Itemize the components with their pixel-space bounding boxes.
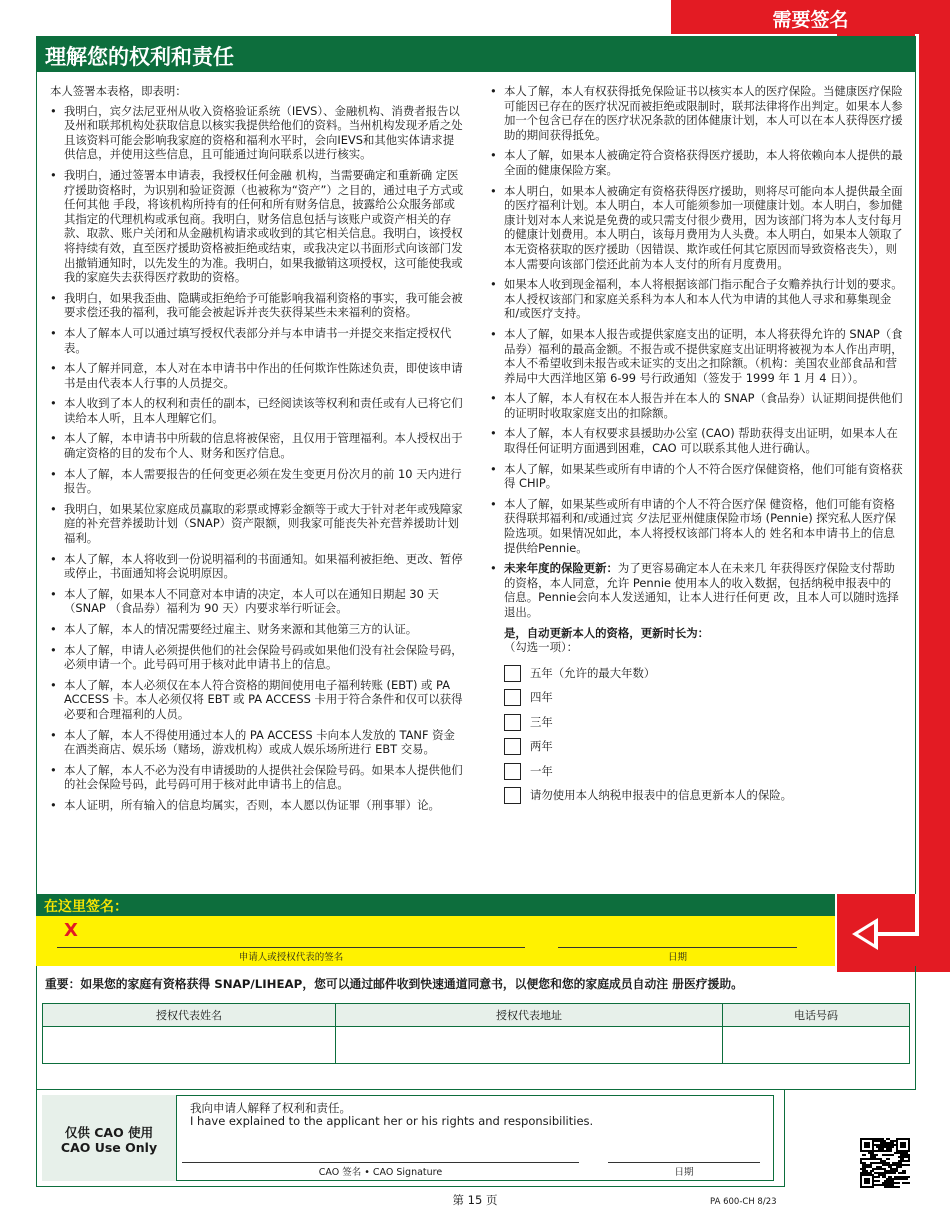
right-rights-item: • 本人明白，如果本人被确定有资格获得医疗援助，则将尽可能向本人提供最全面的医疗福利计划。本人明白，本人可能须参加一项健康计划。本人明白，参加健康计划对本人来说是免费的或只需支付很少费用，因为该部门将为本人支付每月的健康计划费用。本人明白，该每月费用为人头费。本人明白，如果本人领取了本无资格获取的医疗援助（因错误、欺诈或任何其它原因而导致资格丧失），则本人需要向该部门偿还此前为本人支付的所有月度费用。 bbox=[488, 184, 904, 272]
important-notice: 重要：如果您的家庭有资格获得 SNAP/LIHEAP，您可以通过邮件收到快速通道同意书，以便您和您的家庭成员自动注 册医疗援助。 bbox=[45, 977, 743, 991]
future-coverage-lead: 未来年度的保险更新： bbox=[504, 561, 618, 576]
rep-phone-field[interactable] bbox=[723, 1027, 910, 1064]
rep-address-header: 授权代表地址 bbox=[336, 1004, 723, 1027]
sign-here-header bbox=[36, 894, 835, 916]
cao-label-en: CAO Use Only bbox=[60, 1140, 158, 1155]
future-coverage-item bbox=[488, 561, 904, 619]
checkbox[interactable] bbox=[504, 689, 521, 706]
page-number: 第 15 页 bbox=[452, 1193, 498, 1207]
signature-required-banner bbox=[671, 0, 950, 34]
rep-phone-header: 电话号码 bbox=[723, 1004, 910, 1027]
cao-label-cell bbox=[42, 1095, 177, 1181]
checkbox[interactable] bbox=[504, 665, 521, 682]
right-rights-item: • 本人了解，如果本人被确定符合资格获得医疗援助，本人将依赖向本人提供的最全面的健康保险方案。 bbox=[488, 148, 904, 177]
cao-date-label: 日期 bbox=[674, 1167, 694, 1178]
signature-x-mark: X bbox=[64, 920, 78, 941]
cao-frame-left bbox=[36, 1090, 37, 1186]
checkbox[interactable] bbox=[504, 787, 521, 804]
left-rights-item: • 本人了解本人可以通过填写授权代表部分并与本申请书一并提交来指定授权代表。 bbox=[40, 326, 464, 355]
left-rights-item: • 我明白，通过签署本申请表，我授权任何金融 机构，当需要确定和重新确 定医疗援助资格时，为识别和验证资源（也被称为“资产”）之目的，通过电子方式或任何其他 手段，将该机构所持有的任何和所有财务信息，披露给公众服务部或其指定的代理机构或承包商。我明白，财务信息包括与该账户或资产相关的存款、取款、账户关闭和从金融机构请求或收到的其它相关信息。我明白，该授权将持续有效，直至医疗援助资格被拒绝或结束，或我决定以书面形式向该部门发出撤销通知时，以先发生的为准。我明白，如果我撤销这项授权，这可能使我或我的家庭失去获得医疗救助的资格。 bbox=[40, 168, 464, 285]
checkbox[interactable] bbox=[504, 714, 521, 731]
form-id: PA 600-CH 8/23 bbox=[710, 1197, 777, 1207]
signature-label: 申请人或授权代表的签名 bbox=[238, 952, 344, 963]
qr-code-icon bbox=[860, 1138, 910, 1188]
authorized-rep-table bbox=[42, 1003, 910, 1064]
right-rights-list bbox=[488, 84, 904, 555]
right-rights-item: • 本人了解，如果某些或所有申请的个人不符合医疗保健资格，他们可能有资格获得 CHIP。 bbox=[488, 462, 904, 491]
checkbox[interactable] bbox=[504, 763, 521, 780]
left-rights-item: • 本人了解，如果本人不同意对本申请的决定，本人可以在通知日期起 30 天（SNAP （食品券）福利为 90 天）内要求举行听证会。 bbox=[40, 587, 464, 616]
left-rights-item: • 本人了解，本人不必为没有申请援助的人提供社会保险号码。如果本人提供他们的社会保险号码，此号码可用于核对此申请书上的信息。 bbox=[40, 763, 464, 792]
auto-renew-subtitle: （勾选一项）： bbox=[504, 640, 579, 655]
signature-line[interactable] bbox=[57, 947, 525, 948]
page-title: 理解您的权利和责任 bbox=[45, 45, 234, 69]
renewal-option-label: 四年 bbox=[530, 690, 553, 705]
renewal-option[interactable] bbox=[488, 759, 904, 784]
left-rights-item: • 本人了解，本人必须仅在本人符合资格的期间使用电子福利转账 (EBT) 或 PA ACCESS 卡。本人必须仅将 EBT 或 PA ACCESS 卡用于符合条件和仅可以获得必要和合理福利的人员。 bbox=[40, 678, 464, 722]
cao-frame-bottom bbox=[36, 1186, 785, 1187]
left-rights-item: • 本人了解，本人不得使用通过本人的 PA ACCESS 卡向本人发放的 TANF 资金在酒类商店、娱乐场（赌场，游戏机构）或成人娱乐场所进行 EBT 交易。 bbox=[40, 728, 464, 757]
renewal-option[interactable] bbox=[488, 685, 904, 710]
auto-renew-title: 是，自动更新本人的资格，更新时长为： bbox=[504, 625, 710, 640]
renewal-option[interactable] bbox=[488, 783, 904, 808]
cao-frame-right bbox=[784, 1090, 785, 1186]
arrow-left-icon-inner bbox=[858, 924, 874, 944]
right-rights-item: • 本人了解，如果某些或所有申请的个人不符合医疗保 健资格，他们可能有资格获得联邦福利和/或通过宾 夕法尼亚州健康保险市场 (Pennie) 探究私人医疗保 险选项。如果情况如此，本人将授权该部门将本人的 姓名和本申请书上的信息提供给Pennie。 bbox=[488, 497, 904, 555]
signature-date-line[interactable] bbox=[558, 947, 797, 948]
cao-statement-cn: 我向申请人解释了权利和责任。 bbox=[190, 1101, 351, 1115]
left-rights-item: • 本人了解，本人的情况需要经过雇主、财务来源和其他第三方的认证。 bbox=[40, 622, 464, 637]
renewal-option-label: 三年 bbox=[530, 714, 553, 729]
future-coverage-text: 为了更容易确定本人在未来几 年获得医疗保险支付帮助 的资格，本人同意，允许 Pennie 使用本人的收入数据，包括纳税申报表中的 信息。Pennie会向本人发送通知，让本人进行任何更 改，且本人可以随时选择退出。 bbox=[504, 561, 899, 619]
right-rights-item: • 本人了解，本人有权在本人报告并在本人的 SNAP（食品券）认证期间提供他们的证明时收取家庭支出的扣除额。 bbox=[488, 391, 904, 420]
cao-statement-en: I have explained to the applicant her or his rights and responsibilities. bbox=[190, 1114, 594, 1128]
rep-name-header: 授权代表姓名 bbox=[43, 1004, 336, 1027]
renewal-option-label: 一年 bbox=[530, 763, 553, 778]
left-rights-item: • 本人了解，本人需要报告的任何变更必须在发生变更月份次月的前 10 天内进行报告。 bbox=[40, 467, 464, 496]
renewal-option-label: 五年（允许的最大年数） bbox=[530, 665, 656, 680]
left-rights-item: • 我明白，如果某位家庭成员赢取的彩票或博彩金额等于或大于针对老年或残障家庭的补充营养援助计划（SNAP）资产限额，则我家可能丧失补充营养援助计划福利。 bbox=[40, 502, 464, 546]
left-rights-item: • 本人收到了本人的权利和责任的副本，已经阅读该等权利和责任或有人已将它们读给本人听，且本人理解它们。 bbox=[40, 396, 464, 425]
left-rights-list bbox=[40, 104, 464, 813]
right-rights-item: • 本人了解，如果本人报告或提供家庭支出的证明，本人将获得允许的 SNAP（食品券）福利的最高金额。不报告或不提供家庭支出证明将被视为本人作出声明，本人不希望收到未报告或未证实的支出之扣除额。（机构：美国农业部食品和营养局中大西洋地区第 6-99 号行政通知（签发于 1999 年 1 月 4 日））。 bbox=[488, 327, 904, 385]
left-rights-item: • 本人了解，申请人必须提供他们的社会保险号码或如果他们没有社会保险号码，必须申请一个。此号码可用于核对此申请书上的信息。 bbox=[40, 643, 464, 672]
left-rights-item: • 本人了解，本人将收到一份说明福利的书面通知。如果福利被拒绝、更改、暂停或停止，书面通知将会说明原因。 bbox=[40, 552, 464, 581]
left-rights-item: • 我明白，宾夕法尼亚州从收入资格验证系统（IEVS）、金融机构、消费者报告以及州和联邦机构处获取信息以核实我提供给他们的资料。当州机构发现矛盾之处且该资料可能会影响我家庭的资格和福利水平时，会向IEVS和其他实体请求提供信息，并使用这些信息，且可能通过询问联系以进行核实。 bbox=[40, 104, 464, 162]
sign-here-label: 在这里签名： bbox=[44, 899, 128, 915]
renewal-option-label: 请勿使用本人纳税申报表中的信息更新本人的保险。 bbox=[530, 788, 792, 803]
left-rights-item: • 本人了解，本申请书中所载的信息将被保密，且仅用于管理福利。本人授权出于确定资格的目的发布个人、财务和医疗信息。 bbox=[40, 431, 464, 460]
right-column bbox=[488, 84, 904, 808]
left-rights-item: • 本人证明，所有输入的信息均属实，否则，本人愿以伪证罪（刑事罪）论。 bbox=[40, 798, 464, 813]
right-rights-item: • 本人了解，本人有权要求县援助办公室 (CAO) 帮助获得支出证明，如果本人在取得任何证明方面遇到困难，CAO 可以联系其他人进行确认。 bbox=[488, 426, 904, 455]
cao-label-cn: 仅供 CAO 使用 bbox=[64, 1125, 154, 1140]
cao-date-line[interactable] bbox=[608, 1162, 760, 1163]
renewal-option[interactable] bbox=[488, 710, 904, 735]
rep-name-field[interactable] bbox=[43, 1027, 336, 1064]
renewal-options bbox=[488, 661, 904, 808]
intro-text: 本人签署本表格，即表明： bbox=[50, 84, 187, 98]
left-rights-item: • 我明白，如果我歪曲、隐瞒或拒绝给予可能影响我福利资格的事实，我可能会被要求偿还我的福利，我可能会被起诉并丧失获得某些未来福利的资格。 bbox=[40, 291, 464, 320]
left-column bbox=[40, 84, 464, 819]
left-rights-item: • 本人了解并同意，本人对在本申请书中作出的任何欺诈性陈述负责，即使该申请书是由代表本人行事的人员提交。 bbox=[40, 361, 464, 390]
cao-signature-label: CAO 签名 • CAO Signature bbox=[318, 1167, 443, 1178]
section-title-bar bbox=[36, 36, 916, 72]
signature-date-label: 日期 bbox=[667, 952, 687, 963]
cao-signature-line[interactable] bbox=[182, 1162, 579, 1163]
signature-required-label: 需要签名 bbox=[772, 9, 849, 31]
right-rights-item: • 本人了解，本人有权获得抵免保险证书以核实本人的医疗保险。当健康医疗保险可能因已存在的医疗状况而被拒绝或限制时，联邦法律将作出判定。如果本人参加一个包含已存在的医疗状况条款的团体健康计划，本人可以在本人获得医疗援助的期间获得抵免。 bbox=[488, 84, 904, 142]
renewal-option[interactable] bbox=[488, 661, 904, 686]
checkbox[interactable] bbox=[504, 738, 521, 755]
rep-address-field[interactable] bbox=[336, 1027, 723, 1064]
renewal-option-label: 两年 bbox=[530, 739, 553, 754]
renewal-option[interactable] bbox=[488, 734, 904, 759]
right-rights-item: • 如果本人收到现金福利，本人将根据该部门指示配合子女赡养执行计划的要求。本人授权该部门和家庭关系科为本人和本人代为申请的其他人寻求和募集现金和/或医疗支持。 bbox=[488, 277, 904, 321]
